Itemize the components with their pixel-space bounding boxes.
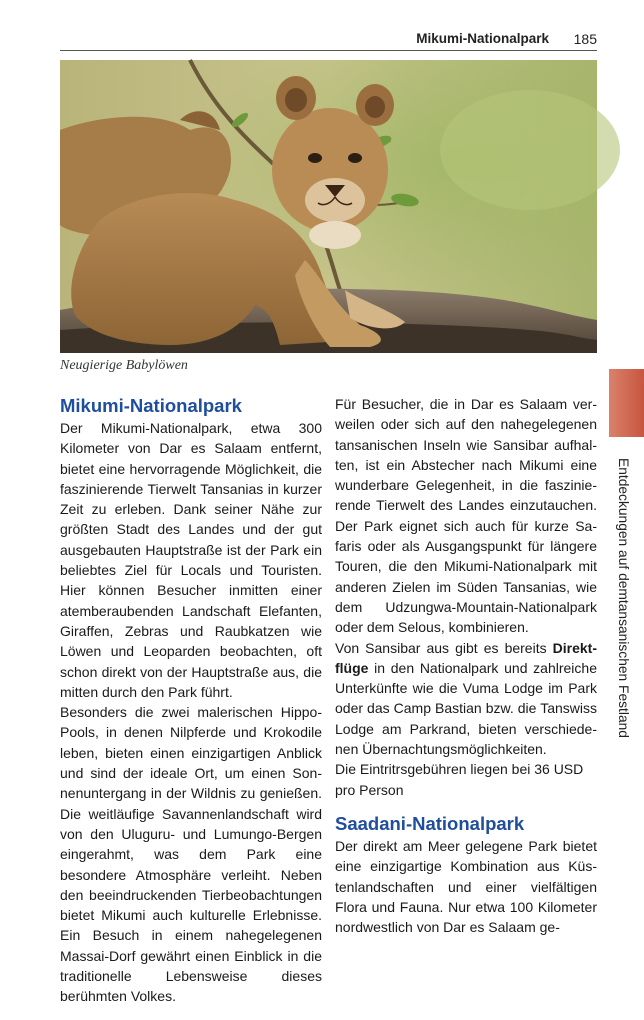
paragraph-mikumi-flights xyxy=(335,638,597,760)
paragraph-saadani-intro: Der direkt am Meer gelegene Park bietet eine einzigartige Kombination aus Küstenlandschaften und einer vielfältigen Flora und Fauna. Nur etwa 100 Kilometer nordwestlich von Dar es Salaam ge- xyxy=(335,837,597,936)
paragraph-mikumi-hippo-text: Besonders die zwei malerischen Hippo-Pools, in denen Nilpferde und Krokodile leben, bieten einen einzigartigen Anblick und sind der ideale Ort, um einen Sonnenuntergang in der Wildnis zu genießen. Die weitläufige Savannenlandschaft wird von den Uluguru- und Lumungo-Bergen eingerahmt, was dem Park eine besondere Atmosphäre verleiht. Neben den beeindruckenden Tierbeobachtungen bietet Mikumi auch kulturelle Erlebnisse. Ein Besuch in einem nahegelegenen Massai-Dorf gewährt einen Einblick in die traditionelle Lebensweise dieses berühmten Volkes. xyxy=(60,704,322,1005)
section-heading-saadani: Saadani-Nationalpark xyxy=(335,812,525,834)
flights-text-pre: Von Sansibar aus gibt es bereits xyxy=(335,639,553,656)
running-header xyxy=(60,28,597,51)
text-column-right xyxy=(335,394,597,937)
paragraph-mikumi-intro: Der Mikumi-Nationalpark, etwa 300 Kilometer von Dar es Salaam entfernt, bietet eine hervorragende Möglichkeit, die faszinierende Tierwelt Tansanias in kurzer Zeit zu erleben. Dank seiner Nähe zur größten Stadt des Landes und der gut ausgebauten Hauptstraße ist der Park ein beliebtes Ziel für Locals und Touristen. Hier können Besucher inmitten einer atemberaubenden Landschaft Elefanten, Giraffen, Zebras und Raubkatzen wie Löwen und Leoparden beobachten, oft schon direkt von der Hauptstraße aus, die mitten durch den Park führt. xyxy=(60,420,322,700)
paragraph-mikumi-fees: Die Eintritrsgebühren liegen bei 36 USD pro Person xyxy=(335,761,584,798)
flights-text-post: in den Nationalpark und zahlreiche Unterkünfte wie die Vuma Lodge im Park oder das Camp Bastian bzw. die Tanswiss Lodge am Parkrand, bieten verschiedenen Übernachtungsmöglichkeiten. xyxy=(335,659,597,758)
paragraph-mikumi-hippo xyxy=(60,702,322,1006)
text-column-left xyxy=(60,394,322,1005)
page-number: 185 xyxy=(573,31,597,47)
paragraph-mikumi-visitors: Für Besucher, die in Dar es Salaam verweilen oder sich auf den nahegelegenen tansanischen Inseln wie Sansibar aufhalten, ist ein Abstecher nach Mikumi eine wunderbare Gelegenheit, in die faszinierende Tierwelt des Landes einzutauchen. Der Park eignet sich auch für kurze Safaris oder als Ausgangspunkt für längere Touren, die den Mikumi-Nationalpark mit anderen Zielen im Süden Tansanias, wie dem Udzungwa-Mountain-Nationalpark oder dem Selous, kombinieren. xyxy=(335,396,597,636)
flights-bold: Direktflüge xyxy=(335,639,597,676)
running-title: Mikumi-Nationalpark xyxy=(416,31,549,46)
photo-caption: Neugierige Babylöwen xyxy=(60,358,188,373)
section-heading-mikumi: Mikumi-Nationalpark xyxy=(60,395,242,416)
lion-cubs-photo xyxy=(60,60,597,353)
chapter-label: Entdeckungen auf demtansanischen Festland xyxy=(616,458,631,738)
chapter-tab xyxy=(609,369,644,437)
